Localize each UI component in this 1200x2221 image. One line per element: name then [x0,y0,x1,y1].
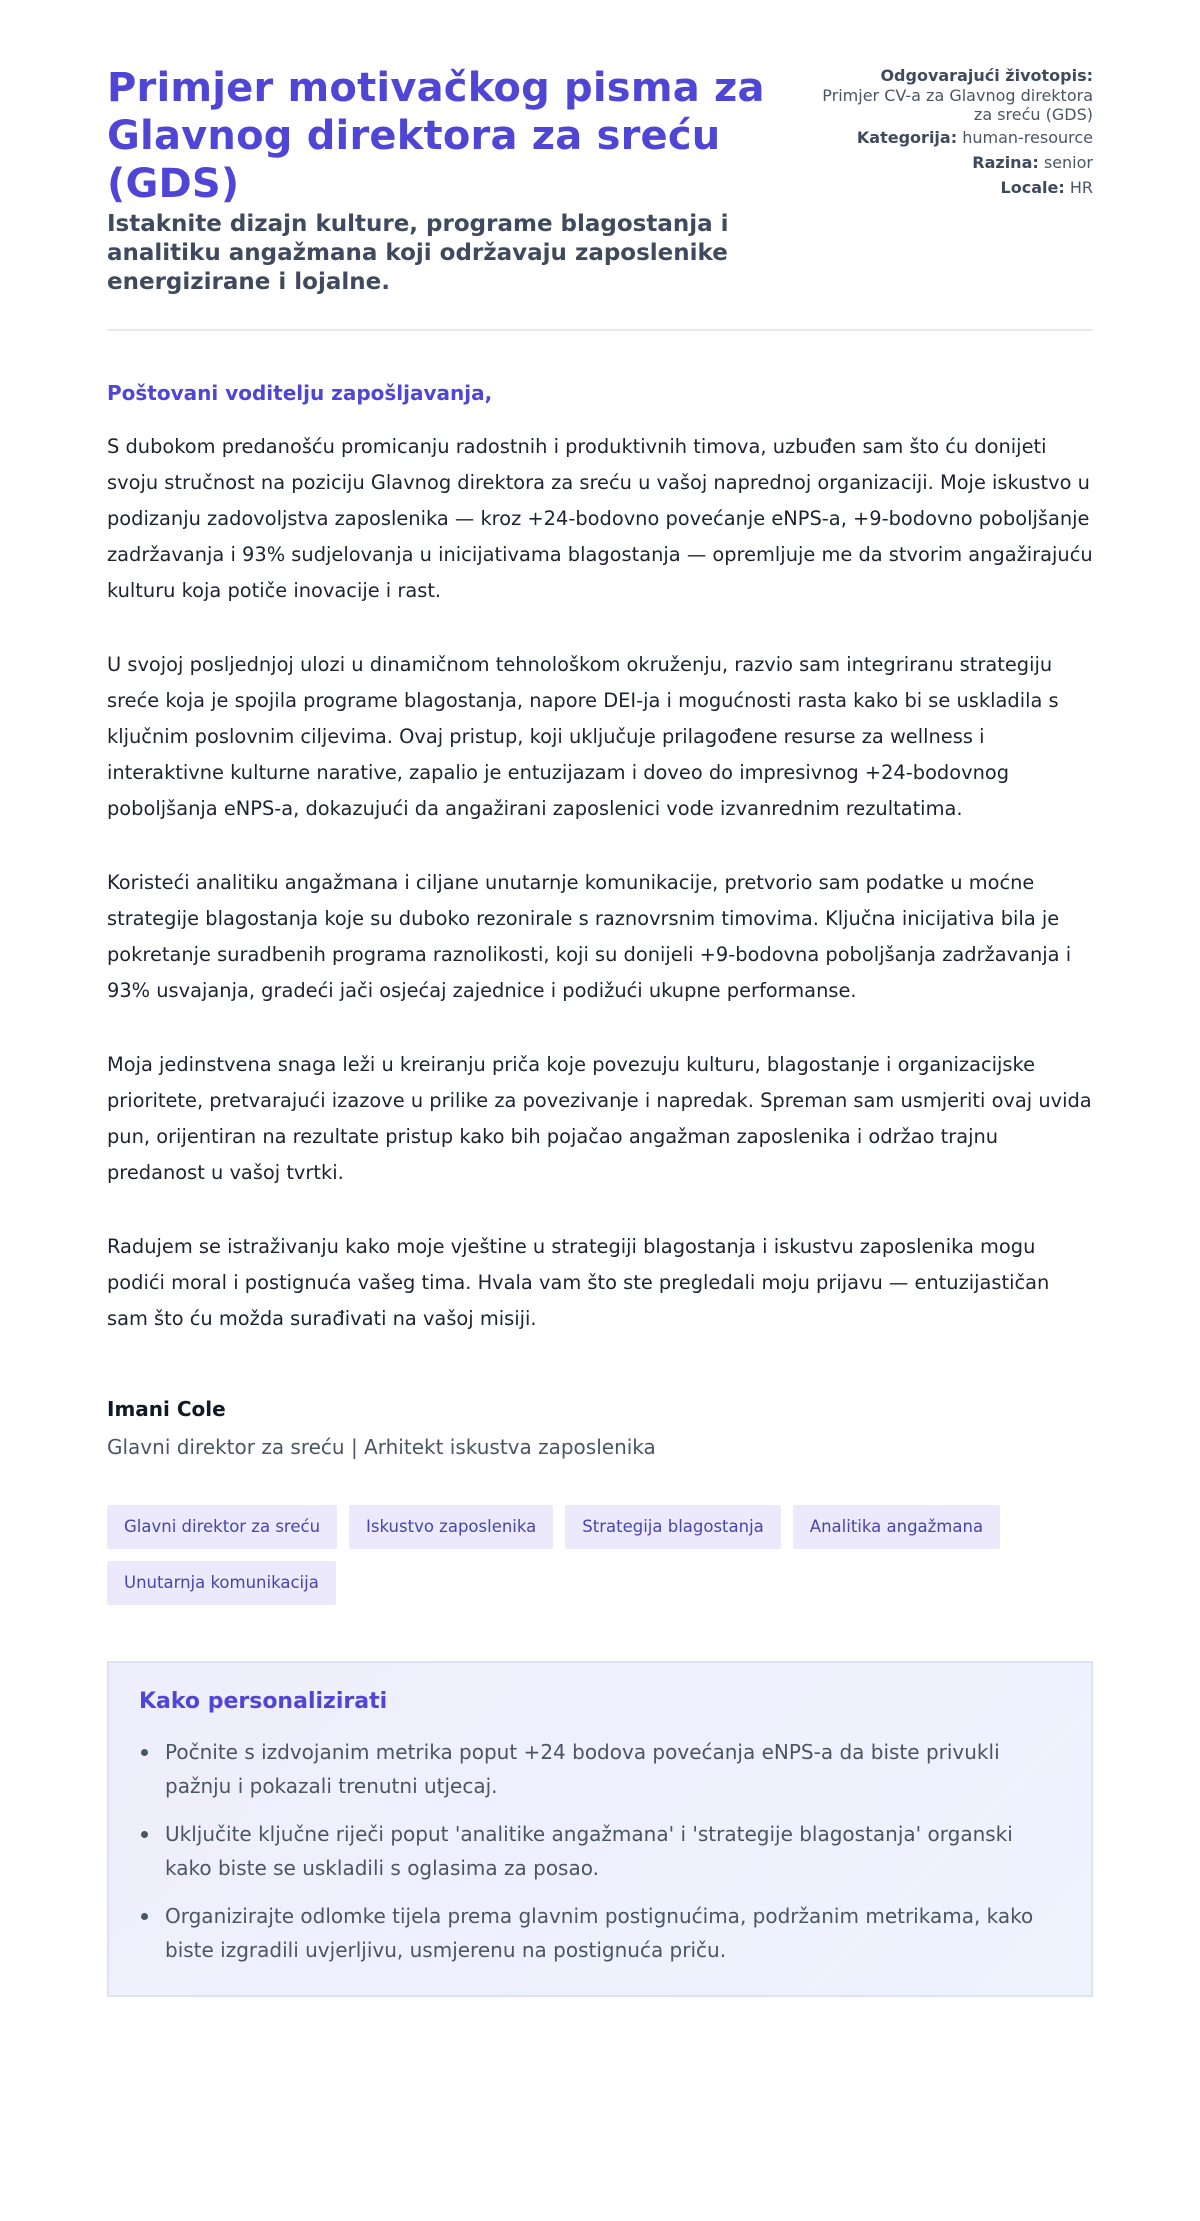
letter-greeting: Poštovani voditelju zapošljavanja, [107,381,493,405]
bullet-icon [141,1831,148,1838]
header-titles [107,64,803,297]
tip-text: Organizirajte odlomke tijela prema glavnim postignućima, podržanim metrikama, kako biste izgradili uvjerljivu, usmjerenu na postignuća priču. [165,1904,1034,1962]
meta-locale-label: Locale: [1000,178,1065,197]
tip-item [139,1817,1061,1885]
bullet-icon [141,1913,148,1920]
tag-chip[interactable]: Strategija blagostanja [565,1505,781,1549]
letter-paragraph: S dubokom predanošću promicanju radostnih i produktivnih timova, uzbuđen sam što ću donijeti svoju stručnost na poziciju Glavnog direktora za sreću u vašoj naprednoj organizaciji. Moje iskustvo u podizanju zadovoljstva zaposlenika — kroz +24-bodovno povećanje eNPS-a, +9-bodovno poboljšanje zadržavanja i 93% sudjelovanja u inicijativama blagostanja — opremljuje me da stvorim angažirajuću kulturu koja potiče inovacije i rast. [107,435,1093,602]
meta-category [803,128,1093,148]
meta-matching-cv [803,66,1093,124]
meta-category-value: human-resource [962,128,1093,147]
page-title: Primjer motivačkog pisma za Glavnog direktora za sreću (GDS) [107,65,765,207]
tip-item [139,1899,1061,1967]
meta-category-label: Kategorija: [856,128,958,147]
signature-block [107,1397,1093,1459]
meta-cv-value: Primjer CV-a za Glavnog direktora za sreću (GDS) [822,86,1093,124]
tag-chip[interactable]: Analitika angažmana [793,1505,1000,1549]
letter-paragraph: Radujem se istraživanju kako moje vještine u strategiji blagostanja i iskustvu zaposlenika mogu podići moral i postignuća vašeg tima. Hvala vam što ste pregledali moju prijavu — entuzijastičan sam što ću možda surađivati na vašoj misiji. [107,1235,1050,1330]
tag-chip[interactable]: Glavni direktor za sreću [107,1505,337,1549]
letter-paragraphs [107,429,1093,1337]
personalize-tips-card [107,1661,1093,1997]
tips-list [139,1735,1061,1967]
tip-text: Uključite ključne riječi poput 'analitike angažmana' i 'strategije blagostanja' organski kako biste se uskladili s oglasima za posao. [165,1822,1013,1880]
tag-chip[interactable]: Unutarnja komunikacija [107,1561,336,1605]
tips-title: Kako personalizirati [139,1689,388,1714]
bullet-icon [141,1749,148,1756]
letter-body [107,381,1093,1459]
letter-paragraph: U svojoj posljednjoj ulozi u dinamičnom tehnološkom okruženju, razvio sam integriranu strategiju sreće koja je spojila programe blagostanja, napore DEI-ja i mogućnosti rasta kako bi se uskladila s ključnim poslovnim ciljevima. Ovaj pristup, koji uključuje prilagođene resurse za wellness i interaktivne kulturne narative, zapalio je entuzijazam i doveo do impresivnog +24-bodovnog poboljšanja eNPS-a, dokazujući da angažirani zaposlenici vode izvanrednim rezultatima. [107,653,1059,820]
page-subtitle: Istaknite dizajn kulture, programe blagostanja i analitiku angažmana koji održavaju zaposlenike energizirane i lojalne. [107,211,729,295]
tag-list [107,1505,1047,1605]
meta-cv-label: Odgovarajući životopis: [880,66,1093,85]
meta-level-value: senior [1043,153,1093,172]
page-header [107,64,1093,331]
meta-level-label: Razina: [972,153,1039,172]
tag-chip[interactable]: Iskustvo zaposlenika [349,1505,553,1549]
meta-panel [803,64,1093,203]
tip-item [139,1735,1061,1803]
letter-paragraph: Koristeći analitiku angažmana i ciljane unutarnje komunikacije, pretvorio sam podatke u moćne strategije blagostanja koje su duboko rezonirale s raznovrsnim timovima. Ključna inicijativa bila je pokretanje suradbenih programa raznolikosti, koji su donijeli +9-bodovna poboljšanja zadržavanja i 93% usvajanja, gradeći jači osjećaj zajednice i podižući ukupne performanse. [107,871,1072,1002]
letter-paragraph: Moja jedinstvena snaga leži u kreiranju priča koje povezuju kulturu, blagostanje i organizacijske prioritete, pretvarajući izazove u prilike za povezivanje i napredak. Spreman sam usmjeriti ovaj uvida pun, orijentiran na rezultate pristup kako bih pojačao angažman zaposlenika i održao trajnu predanost u vašoj tvrtki. [107,1053,1092,1184]
meta-level [803,153,1093,173]
meta-locale [803,178,1093,198]
signature-name: Imani Cole [107,1397,226,1421]
meta-locale-value: HR [1069,178,1093,197]
tip-text: Počnite s izdvojanim metrika poput +24 bodova povećanja eNPS-a da biste privukli pažnju i pokazali trenutni utjecaj. [165,1740,1000,1798]
signature-title: Glavni direktor za sreću | Arhitekt iskustva zaposlenika [107,1435,656,1459]
